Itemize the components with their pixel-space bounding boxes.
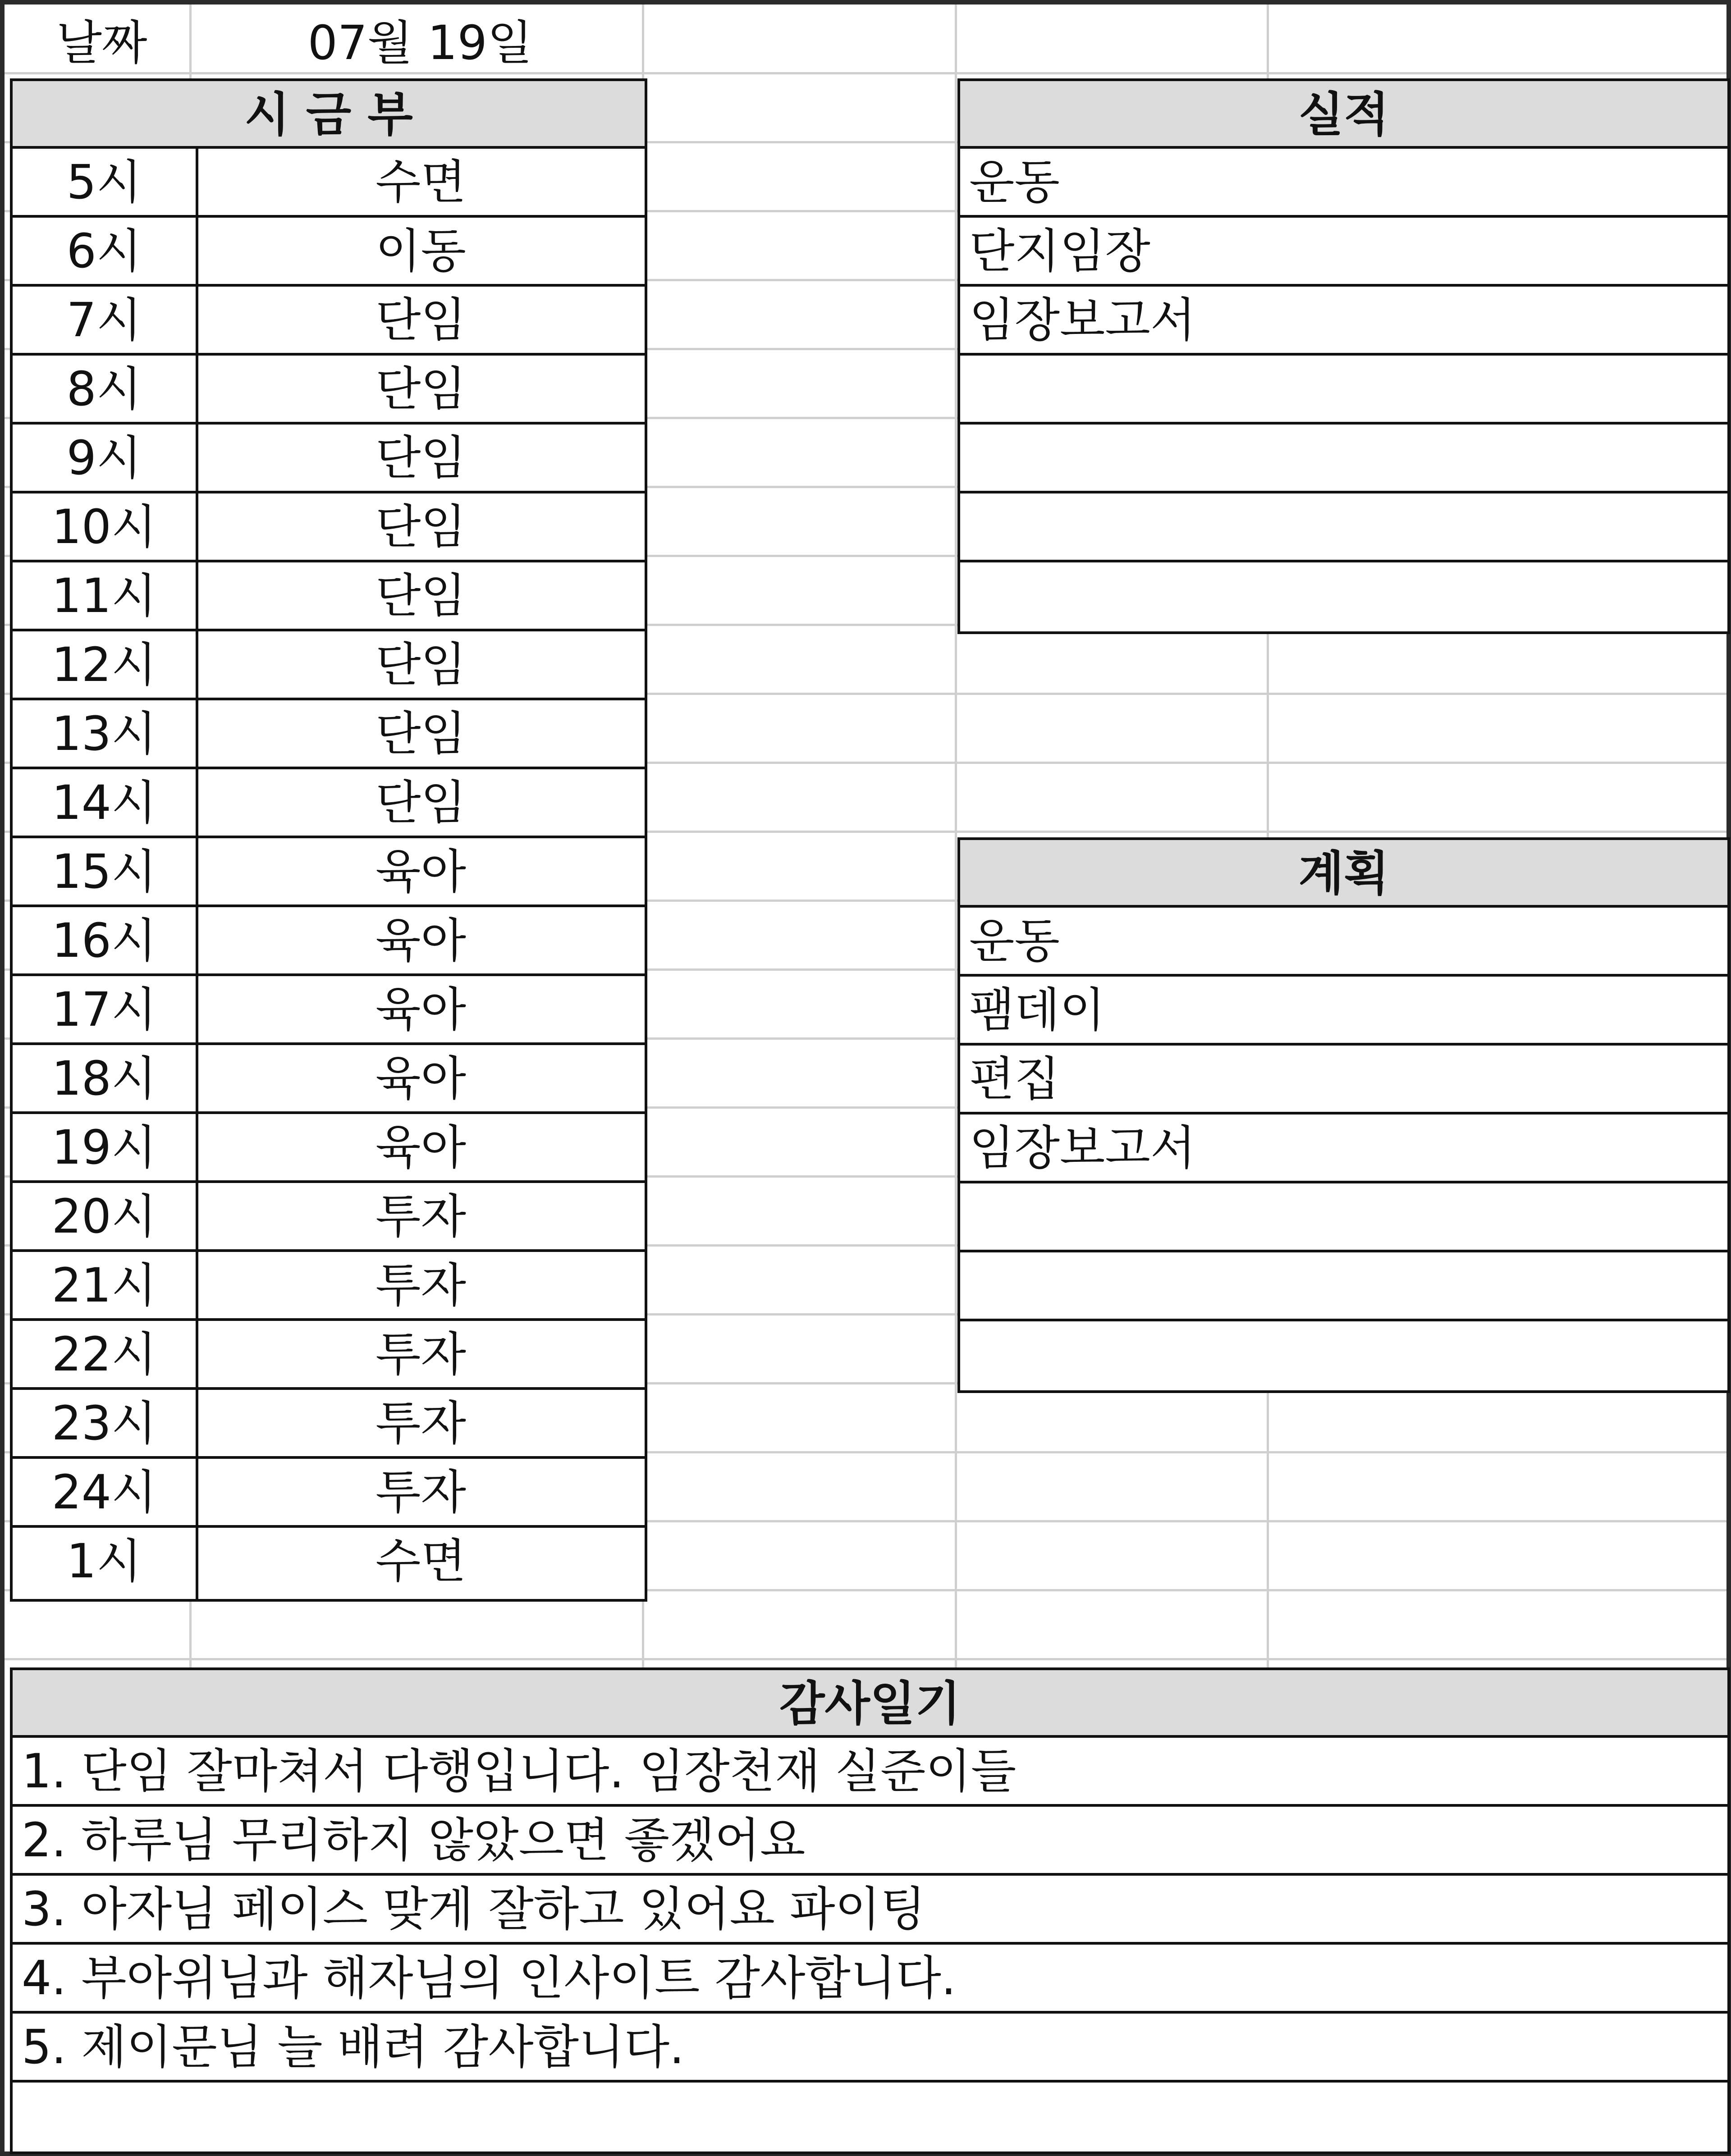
row-divider: [13, 1249, 645, 1252]
hour-cell[interactable]: 23시: [51, 1395, 157, 1451]
activity-cell[interactable]: 단임: [376, 568, 466, 623]
plans-item[interactable]: [969, 1320, 1727, 1389]
date-label[interactable]: 날짜: [56, 15, 147, 70]
hour-cell[interactable]: 5시: [66, 154, 142, 210]
hour-cell[interactable]: 20시: [51, 1188, 157, 1244]
timetable-row: [13, 630, 645, 699]
plans-item[interactable]: 팸데이: [969, 982, 1105, 1037]
timetable-row: [13, 975, 645, 1044]
activity-cell[interactable]: 단임: [376, 292, 466, 347]
row-divider: [13, 422, 645, 425]
gratitude-item[interactable]: 1. 단임 잘마쳐서 다행입니다. 임장천재 실준이들: [22, 1743, 1017, 1799]
activity-cell[interactable]: 투자: [376, 1395, 466, 1451]
gratitude-item[interactable]: 3. 아자님 페이스 맞게 잘하고 있어요 파이팅: [22, 1881, 926, 1937]
grid-line-horizontal: [5, 1658, 1726, 1660]
row-divider: [960, 422, 1727, 425]
timetable-row: [13, 216, 645, 285]
activity-cell[interactable]: 수면: [376, 1533, 466, 1589]
row-divider: [13, 1042, 645, 1045]
timetable-table: [10, 78, 647, 1602]
activity-cell[interactable]: 이동: [376, 223, 466, 279]
row-divider: [960, 1112, 1727, 1115]
date-value[interactable]: 07월 19일: [307, 15, 533, 70]
row-divider: [960, 1181, 1727, 1183]
row-divider: [13, 2080, 1727, 2083]
row-divider: [13, 698, 645, 700]
row-divider: [960, 1319, 1727, 1321]
row-divider: [13, 629, 645, 631]
timetable-row: [13, 837, 645, 906]
activity-cell[interactable]: 단임: [376, 775, 466, 830]
plans-item[interactable]: 임장보고서: [969, 1120, 1196, 1175]
row-divider: [13, 284, 645, 287]
row-divider: [960, 215, 1727, 218]
gratitude-item[interactable]: 2. 하루님 무리하지 않았으면 좋겠어요: [22, 1812, 806, 1868]
row-divider: [13, 767, 645, 769]
row-divider: [13, 1804, 1727, 1807]
row-divider: [960, 284, 1727, 287]
activity-cell[interactable]: 투자: [376, 1188, 466, 1244]
row-divider: [13, 146, 645, 149]
activity-cell[interactable]: 육아: [376, 913, 466, 968]
results-item[interactable]: [969, 492, 1727, 561]
results-item[interactable]: [969, 354, 1727, 423]
activity-cell[interactable]: 단임: [376, 706, 466, 761]
hour-cell[interactable]: 7시: [66, 292, 142, 347]
row-divider: [13, 1180, 645, 1183]
row-divider: [13, 1456, 645, 1459]
row-divider: [13, 1111, 645, 1114]
row-divider: [13, 1387, 645, 1390]
hour-cell[interactable]: 1시: [66, 1533, 142, 1589]
hour-cell[interactable]: 22시: [51, 1326, 157, 1382]
hour-cell[interactable]: 13시: [51, 706, 157, 761]
row-divider: [13, 973, 645, 976]
timetable-row: [13, 561, 645, 630]
results-item[interactable]: 임장보고서: [969, 292, 1196, 347]
timetable-row: [13, 1526, 645, 1595]
row-divider: [13, 2011, 1727, 2014]
row-divider: [960, 905, 1727, 908]
row-divider: [13, 904, 645, 907]
grid-line-vertical: [955, 5, 957, 1667]
activity-cell[interactable]: 단임: [376, 361, 466, 416]
activity-cell[interactable]: 투자: [376, 1464, 466, 1520]
results-item[interactable]: 단지임장: [969, 223, 1150, 279]
row-divider: [13, 353, 645, 356]
activity-cell[interactable]: 투자: [376, 1326, 466, 1382]
row-divider: [960, 1250, 1727, 1252]
timetable-row: [13, 1320, 645, 1389]
timetable-row: [13, 1389, 645, 1457]
plans-title[interactable]: 계획: [1298, 845, 1389, 901]
gratitude-table: [10, 1667, 1730, 2154]
row-divider: [13, 1873, 1727, 1876]
plans-item[interactable]: [969, 1251, 1727, 1320]
results-item[interactable]: [969, 423, 1727, 492]
row-divider: [960, 560, 1727, 562]
activity-cell[interactable]: 육아: [376, 982, 466, 1037]
hour-cell[interactable]: 21시: [51, 1257, 157, 1313]
timetable-row: [13, 699, 645, 768]
timetable-row: [13, 147, 645, 216]
row-divider: [960, 146, 1727, 149]
activity-cell[interactable]: 단임: [376, 637, 466, 692]
row-divider: [960, 491, 1727, 493]
gratitude-item[interactable]: 4. 부아위님과 해자님의 인사이트 감사합니다.: [22, 1950, 956, 2005]
hour-cell[interactable]: 18시: [51, 1051, 157, 1106]
row-divider: [960, 1043, 1727, 1046]
timetable-row: [13, 1044, 645, 1113]
timetable-row: [13, 1251, 645, 1320]
hour-cell[interactable]: 8시: [66, 361, 142, 416]
timetable-row: [13, 423, 645, 492]
gratitude-title[interactable]: 감사일기: [779, 1676, 961, 1731]
row-divider: [960, 974, 1727, 977]
timetable-row: [13, 1113, 645, 1182]
row-divider: [960, 353, 1727, 356]
hour-cell[interactable]: 15시: [51, 844, 157, 899]
activity-cell[interactable]: 육아: [376, 1051, 466, 1106]
activity-cell[interactable]: 투자: [376, 1257, 466, 1313]
row-divider: [13, 1735, 1727, 1738]
hour-cell[interactable]: 24시: [51, 1464, 157, 1520]
plans-item[interactable]: 편집: [969, 1051, 1060, 1106]
gratitude-item[interactable]: 5. 제이문님 늘 배려 감사합니다.: [22, 2019, 685, 2074]
hour-cell[interactable]: 17시: [51, 982, 157, 1037]
hour-cell[interactable]: 16시: [51, 913, 157, 968]
column-divider: [196, 147, 198, 1599]
row-divider: [13, 1942, 1727, 1945]
activity-cell[interactable]: 육아: [376, 1119, 466, 1175]
timetable-row: [13, 285, 645, 354]
timetable-row: [13, 492, 645, 561]
results-item[interactable]: [969, 561, 1727, 630]
activity-cell[interactable]: 단임: [376, 499, 466, 554]
hour-cell[interactable]: 9시: [66, 430, 142, 485]
results-title[interactable]: 실적: [1298, 87, 1389, 142]
timetable-row: [13, 768, 645, 837]
hour-cell[interactable]: 10시: [51, 499, 157, 554]
row-divider: [13, 560, 645, 562]
plans-table: [957, 837, 1730, 1393]
plans-item[interactable]: [969, 1182, 1727, 1251]
hour-cell[interactable]: 6시: [66, 223, 142, 279]
results-item[interactable]: 운동: [969, 154, 1060, 210]
hour-cell[interactable]: 11시: [51, 568, 157, 623]
timetable-row: [13, 1182, 645, 1251]
activity-cell[interactable]: 육아: [376, 844, 466, 899]
timetable-title[interactable]: 시 금 부: [244, 87, 413, 142]
row-divider: [13, 215, 645, 218]
hour-cell[interactable]: 19시: [51, 1119, 157, 1175]
hour-cell[interactable]: 12시: [51, 637, 157, 692]
row-divider: [13, 1525, 645, 1528]
results-table: [957, 78, 1730, 634]
row-divider: [13, 491, 645, 493]
timetable-row: [13, 906, 645, 975]
gratitude-item[interactable]: [22, 2081, 1727, 2150]
timetable-row: [13, 1457, 645, 1526]
timetable-row: [13, 354, 645, 423]
plans-item[interactable]: 운동: [969, 913, 1060, 968]
row-divider: [13, 1318, 645, 1321]
row-divider: [13, 836, 645, 838]
activity-cell[interactable]: 수면: [376, 154, 466, 210]
hour-cell[interactable]: 14시: [51, 775, 157, 830]
activity-cell[interactable]: 단임: [376, 430, 466, 485]
